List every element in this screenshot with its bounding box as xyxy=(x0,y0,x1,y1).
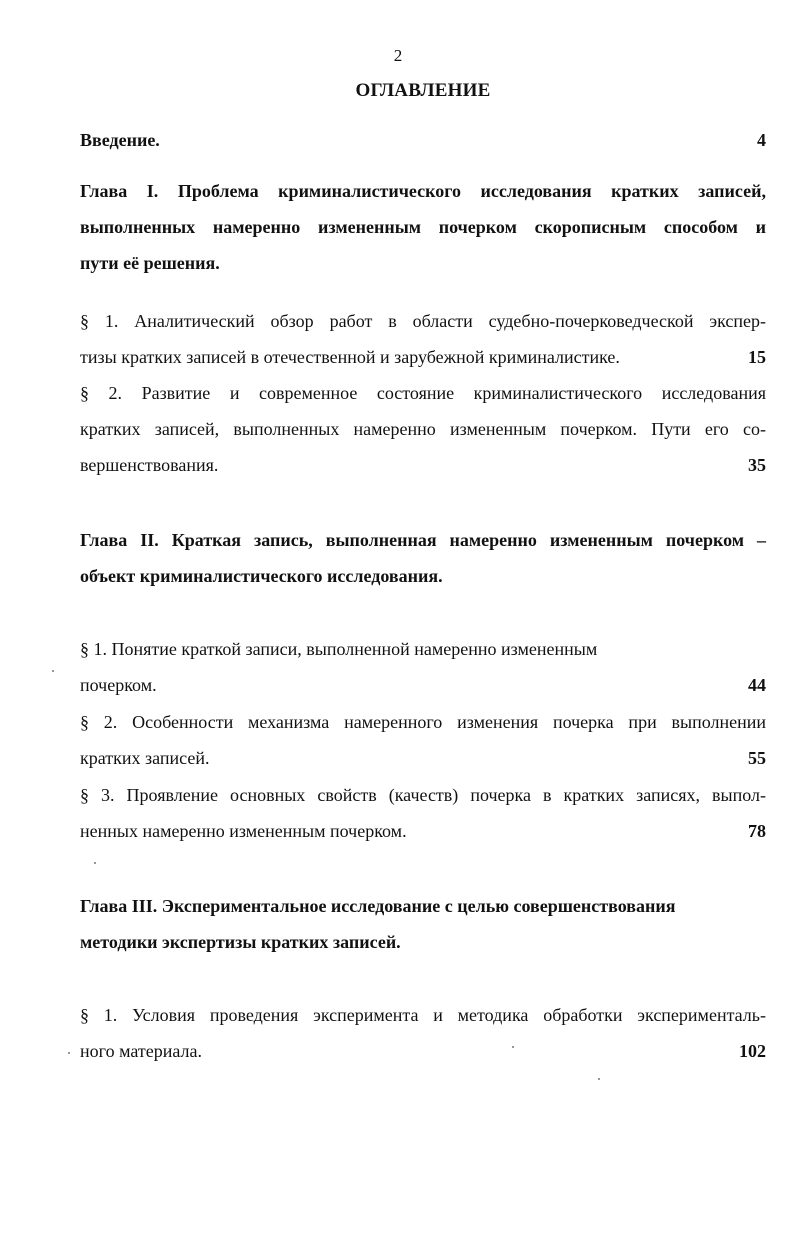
toc-page-number: 15 xyxy=(748,347,766,367)
scan-speck xyxy=(68,1052,70,1054)
section-line: § 2. Особенности механизма намеренного изменения почерка при выполнении xyxy=(80,712,766,732)
chapter-3-heading xyxy=(80,888,766,960)
section-line: § 1. Условия проведения эксперимента и методика обработки эксперименталь- xyxy=(80,1005,766,1025)
toc-page-number: 35 xyxy=(748,455,766,475)
chapter-heading-line: пути её решения. xyxy=(80,253,220,273)
toc-entry-ch2-s2 xyxy=(80,704,766,776)
chapter-heading-line: методики экспертизы кратких записей. xyxy=(80,932,401,952)
section-line: § 1. Аналитический обзор работ в области судебно-почерковедческой экспер- xyxy=(80,311,766,331)
toc-page-number: 4 xyxy=(757,130,766,150)
toc-page-number: 102 xyxy=(739,1041,766,1061)
scan-speck xyxy=(52,670,54,672)
chapter-heading-line: Глава III. Экспериментальное исследование с целью совершенствования xyxy=(80,896,676,916)
section-line: § 2. Развитие и современное состояние криминалистического исследования xyxy=(80,383,766,403)
section-line: § 1. Понятие краткой записи, выполненной намеренно измененным xyxy=(80,639,598,659)
chapter-heading-line: Глава II. Краткая запись, выполненная намеренно измененным почерком – xyxy=(80,530,766,550)
section-line: тизы кратких записей в отечественной и зарубежной криминалистике. xyxy=(80,347,620,367)
toc-entry-ch1-s1 xyxy=(80,303,766,375)
scan-speck xyxy=(598,1078,600,1080)
toc-page-number: 44 xyxy=(748,675,766,695)
scan-speck xyxy=(94,862,96,864)
chapter-2-heading xyxy=(80,522,766,594)
chapter-heading-line: объект криминалистического исследования. xyxy=(80,566,443,586)
chapter-1-heading xyxy=(80,173,766,281)
section-line: кратких записей, выполненных намеренно измененным почерком. Пути его со- xyxy=(80,419,766,439)
section-line: кратких записей. xyxy=(80,748,210,768)
section-line: ного материала. xyxy=(80,1041,202,1061)
toc-entry-ch1-s2 xyxy=(80,375,766,483)
section-line: § 3. Проявление основных свойств (качеств) почерка в кратких записях, выпол- xyxy=(80,785,766,805)
chapter-heading-line: выполненных намеренно измененным почерком скорописным способом и xyxy=(80,217,766,237)
toc-page-number: 78 xyxy=(748,821,766,841)
toc-entry-text: Введение. xyxy=(80,130,160,150)
toc-entry-ch2-s3 xyxy=(80,777,766,849)
toc-title: ОГЛАВЛЕНИЕ xyxy=(355,80,491,101)
toc-page-number: 55 xyxy=(748,748,766,768)
chapter-heading-line: Глава I. Проблема криминалистического исследования кратких записей, xyxy=(80,181,766,201)
page-number: 2 xyxy=(393,46,403,65)
toc-entry-intro xyxy=(80,122,766,158)
toc-entry-ch3-s1 xyxy=(80,997,766,1069)
section-line: почерком. xyxy=(80,675,157,695)
section-line: ненных намеренно измененным почерком. xyxy=(80,821,407,841)
scan-speck xyxy=(512,1046,514,1048)
toc-entry-ch2-s1 xyxy=(80,631,766,703)
section-line: вершенствования. xyxy=(80,455,219,475)
